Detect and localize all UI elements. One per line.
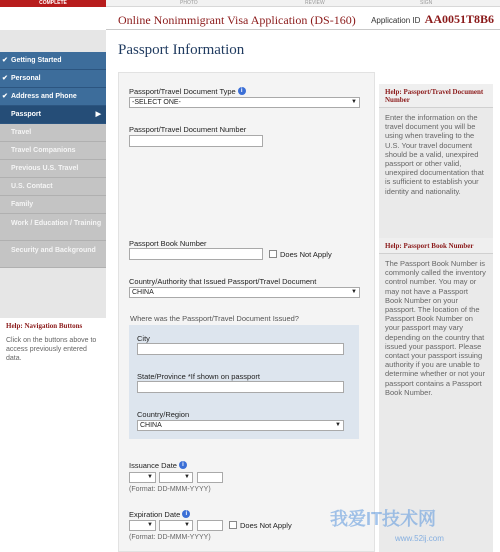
chevron-down-icon: ▼: [184, 474, 190, 480]
expiration-month-select[interactable]: [159, 520, 193, 531]
issuing-country-value: CHINA: [132, 289, 154, 296]
sidebar-item-label: Work / Education / Training: [11, 220, 102, 227]
expiration-na-label: Does Not Apply: [240, 521, 292, 530]
info-icon[interactable]: i: [238, 87, 246, 95]
sidebar-item-label: Personal: [11, 75, 41, 82]
sidebar-item-previous-travel: [0, 160, 106, 178]
passport-form: [118, 72, 375, 552]
navigation-help-title: Help: Navigation Buttons: [6, 322, 83, 330]
application-id-value: AA0051T8B6: [424, 12, 494, 26]
expiration-year-input[interactable]: [197, 520, 223, 531]
chevron-down-icon: ▼: [184, 522, 190, 528]
book-number-label: Passport Book Number: [129, 239, 207, 248]
sidebar-item-label: Family: [11, 201, 34, 208]
sidebar-item-address-phone[interactable]: [0, 88, 106, 106]
expiration-date-label: [129, 510, 190, 519]
sidebar-item-passport[interactable]: [0, 106, 106, 124]
state-label: State/Province *If shown on passport: [137, 372, 260, 381]
sidebar-nav: [0, 52, 106, 268]
sidebar-item-travel: [0, 124, 106, 142]
doc-type-label: [129, 87, 246, 96]
issuance-month-select[interactable]: [159, 472, 193, 483]
application-id-label: Application ID: [371, 16, 421, 25]
city-input[interactable]: [137, 343, 344, 355]
watermark-url: www.52ij.com: [395, 534, 444, 543]
book-number-na-checkbox[interactable]: [269, 250, 277, 258]
country-region-label: Country/Region: [137, 410, 190, 419]
application-id: [371, 12, 494, 27]
sidebar-item-family: [0, 196, 106, 214]
sidebar-item-label: Travel: [11, 129, 32, 136]
sidebar-item-label: Previous U.S. Travel: [11, 165, 79, 172]
expiration-date-format: (Format: DD-MMM-YYYY): [129, 534, 211, 541]
sidebar: [0, 30, 106, 552]
chevron-right-icon: ▶: [95, 111, 101, 118]
sidebar-item-getting-started[interactable]: [0, 52, 106, 70]
where-issued-label: Where was the Passport/Travel Document Issued?: [130, 314, 299, 323]
check-icon: ✔: [2, 57, 8, 64]
sidebar-item-label: Travel Companions: [11, 147, 76, 154]
issuing-country-label: Country/Authority that Issued Passport/Travel Document: [129, 277, 317, 286]
country-region-select[interactable]: [137, 420, 344, 431]
state-input[interactable]: [137, 381, 344, 393]
book-number-input[interactable]: [129, 248, 263, 260]
check-icon: ✔: [2, 93, 8, 100]
navigation-help: [0, 318, 106, 552]
info-icon[interactable]: i: [182, 510, 190, 518]
app-title: Online Nonimmigrant Visa Application (DS-160): [118, 13, 356, 27]
sign-step[interactable]: SIGN: [420, 0, 433, 6]
issuance-date-format: (Format: DD-MMM-YYYY): [129, 486, 211, 493]
chevron-down-icon: ▼: [351, 99, 357, 105]
sidebar-item-label: Address and Phone: [11, 93, 77, 100]
doc-type-select[interactable]: [129, 97, 360, 108]
sidebar-item-work-education: [0, 214, 106, 241]
sidebar-item-label: Passport: [11, 111, 41, 118]
issuance-date-label-text: Issuance Date: [129, 461, 177, 470]
sidebar-item-label: Security and Background: [11, 247, 96, 254]
page-title: Passport Information: [118, 42, 245, 58]
book-number-na-label: Does Not Apply: [280, 250, 332, 259]
issuance-date-label: [129, 461, 187, 470]
where-issued-box: [129, 325, 359, 439]
expiration-day-select[interactable]: [129, 520, 156, 531]
sidebar-item-personal[interactable]: [0, 70, 106, 88]
help-book-number: [379, 238, 493, 402]
expiration-na-checkbox[interactable]: [229, 521, 237, 529]
complete-step: COMPLETE: [0, 0, 106, 7]
country-region-value: CHINA: [140, 422, 162, 429]
doc-type-label-text: Passport/Travel Document Type: [129, 87, 236, 96]
check-icon: ✔: [2, 75, 8, 82]
help-book-number-text: The Passport Book Number is commonly called the inventory control number. You may or may not have a Passport Book Number on your passport. The location of the Passport Book Number on your passport may vary depending on the country that issued your passport. Please contact your passport issuing authority if you are unable to determine whether or not your passport contains a Passport Book Number.: [385, 259, 486, 397]
app-header: [106, 8, 500, 30]
watermark: 我爱IT技术网: [330, 509, 436, 529]
sidebar-item-security: [0, 241, 106, 268]
sidebar-item-travel-companions: [0, 142, 106, 160]
help-doc-number-text: Enter the information on the travel document you will be using when traveling to the U.S. Your travel document should be a valid, unexpired passport or other valid, unexpired documentation that is sufficient to establish your identity and nationality.: [385, 113, 484, 196]
sidebar-item-label: Getting Started: [11, 57, 62, 64]
chevron-down-icon: ▼: [335, 422, 341, 428]
expiration-date-label-text: Expiration Date: [129, 510, 181, 519]
navigation-help-text: Click on the buttons above to access previously entered data.: [6, 337, 97, 362]
help-doc-number-title: Help: Passport/Travel Document Number: [379, 84, 493, 108]
help-panel: [379, 84, 493, 552]
doc-number-input[interactable]: [129, 135, 263, 147]
doc-type-value: -SELECT ONE-: [132, 99, 181, 106]
info-icon[interactable]: i: [179, 461, 187, 469]
issuing-country-select[interactable]: [129, 287, 360, 298]
chevron-down-icon: ▼: [351, 289, 357, 295]
photo-step[interactable]: PHOTO: [180, 0, 198, 6]
progress-strip: [0, 0, 500, 7]
issuance-day-select[interactable]: [129, 472, 156, 483]
help-book-number-title: Help: Passport Book Number: [379, 238, 493, 254]
doc-number-label: Passport/Travel Document Number: [129, 125, 247, 134]
review-step[interactable]: REVIEW: [305, 0, 325, 6]
chevron-down-icon: ▼: [147, 474, 153, 480]
issuance-year-input[interactable]: [197, 472, 223, 483]
chevron-down-icon: ▼: [147, 522, 153, 528]
city-label: City: [137, 334, 150, 343]
sidebar-item-label: U.S. Contact: [11, 183, 53, 190]
sidebar-item-us-contact: [0, 178, 106, 196]
